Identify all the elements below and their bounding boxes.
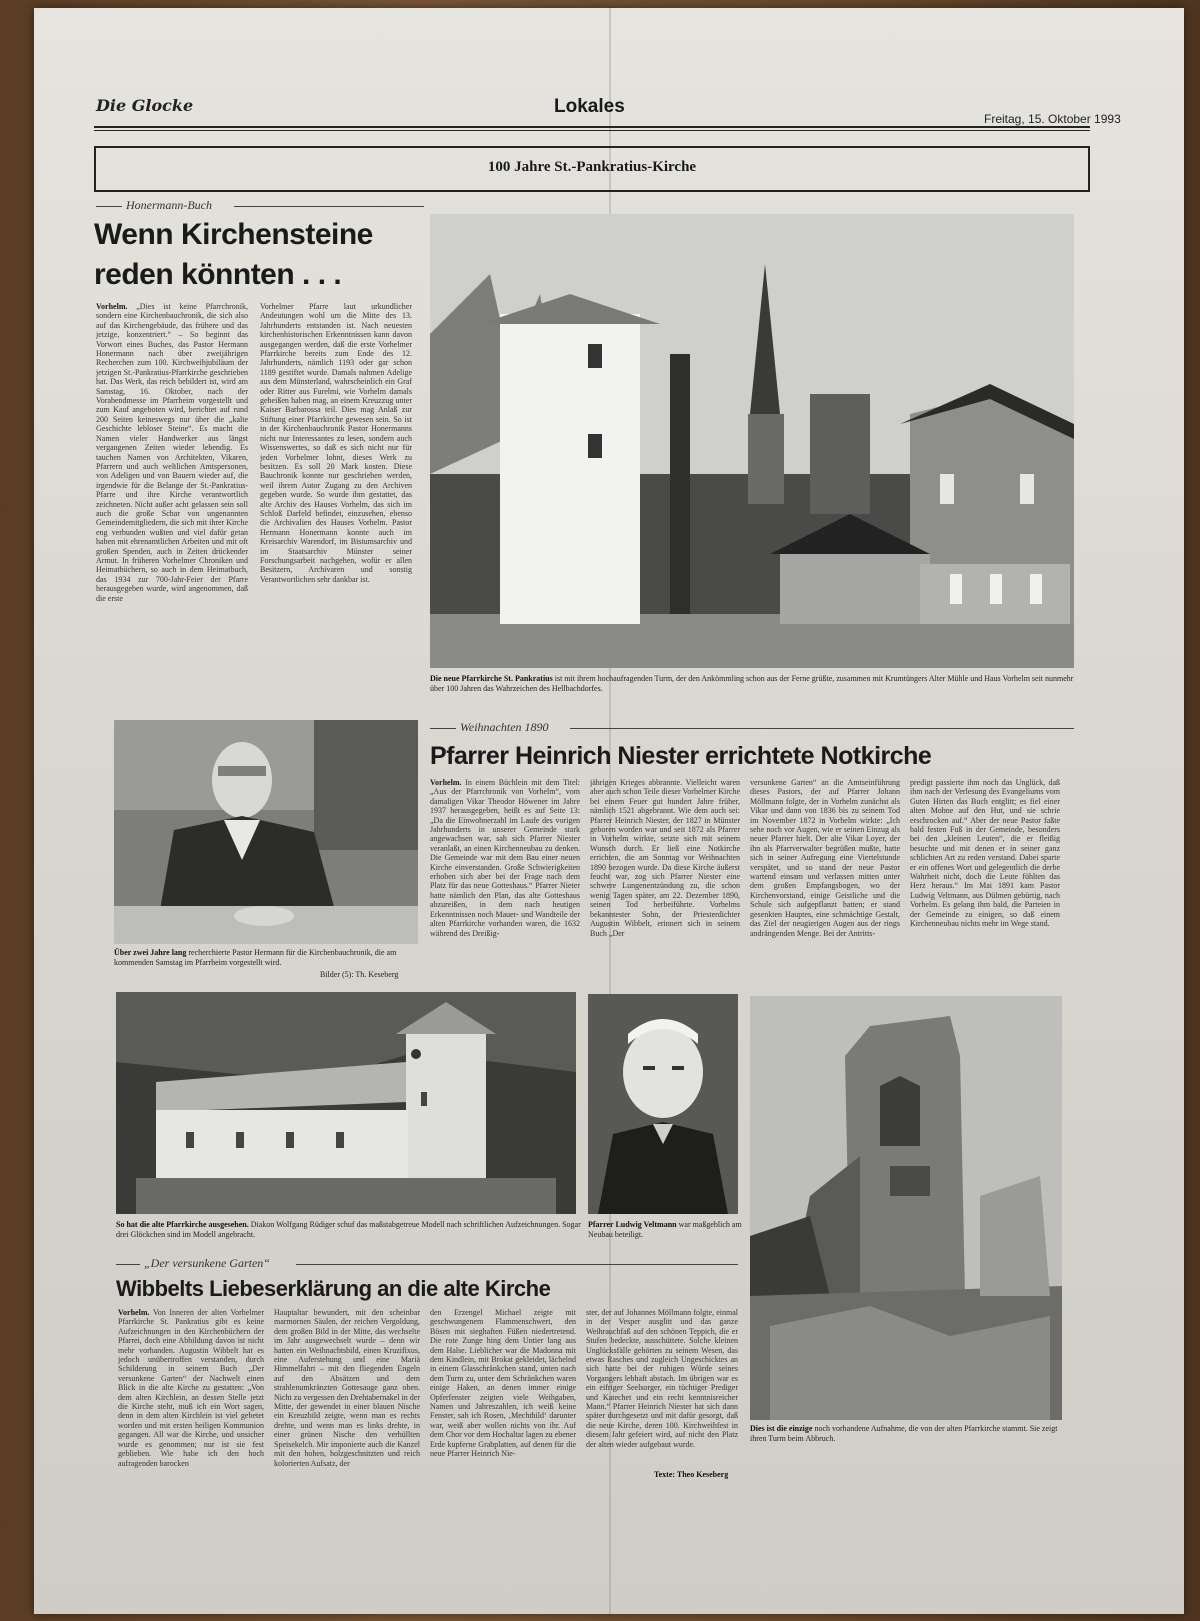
article1-headline-line1: Wenn Kirchensteine — [94, 218, 373, 251]
article3-kicker: „Der versunkene Garten“ — [144, 1256, 270, 1270]
article3-column-2 — [274, 1308, 420, 1478]
dateline: Vorhelm. — [430, 778, 462, 787]
caption-text: war maßgeblich am Neubau beteiligt. — [588, 1220, 742, 1239]
newspaper-page — [34, 8, 1184, 1614]
page-banner: 100 Jahre St.-Pankratius-Kirche — [94, 146, 1090, 192]
kicker-rule — [570, 728, 1074, 729]
article1-text-2: Vorhelmer Pfarre laut urkundlicher Andeutungen wohl um die Mitte des 13. Jahrhunderts entstanden ist. Nach neuesten kirchenhistorischen Erkenntnissen kann davon ausgegangen werden, daß die erste Vorhelmer Pfarrkirche bereits zum Ende des 12. Jahrhunderts, nämlich 1193 oder gar schon 1189 gestiftet wurde. Damals nahmen Adelige aus dem Münsterland, wahrscheinlich ein Graf oder Ritter aus Furelmi, wie Vorhelm damals geheißen haben mag, an einem Kreuzzug unter Kaiser Barbarossa teil. Dies mag Anlaß zur Stiftung einer Pfarrkirche gewesen sein. So ist in der Kirchenbauchronik Pastor Honermanns nicht nur Interessantes zu lesen, sondern auch Wissenswertes, so daß es sich nicht nur für jeden Vorhelmer lohnt, dieses Werk zu besitzen. Es soll 20 Mark kosten. Diese Bauchronik konnte nur geschrieben werden, weil ihrem Autor Zugang zu den Archiven gegeben wurde. So wurde ihm gestattet, das alte Archiv des Hauses Vorhelm, das sich im Schloß Darfeld befindet, einzusehen, ebenso die Archivalien des Hauses Vorhelm. Pastor Hermann Honermann konnte auch im Kreisarchiv Warendorf, im Bistumsarchiv und im Staatsarchiv Münster seiner Forschungsarbeit nachgehen, wofür er allen Besitzern, Archivaren und sonstig Verantwortlichen sehr dankbar ist. — [260, 302, 412, 584]
article2-column-3 — [750, 778, 900, 994]
photo-pastor-caption — [114, 948, 420, 970]
caption-lead: So hat die alte Pfarrkirche ausgesehen. — [116, 1220, 249, 1229]
article2-text-3: versunkene Garten“ an die Amtseinführung dieses Pastors, der auf Pfarrer Johann Möllmann folgte, der in Vorhelm zunächst als Vikar und dann von 1836 bis zu seinem Tod im November 1872 in Vorhelm wirkte: „Ich sehe noch vor Augen, wie er seinen Einzug als neuer Pfarrer hielt. Der alte Vikar Loyer, der ihn als Pfarrverwalter begrüßen mußte, hatte sich in seiner Aufregung eine Viertelstunde verspätet, und so stand der neue Pastor wartend einsam und verlassen mitten unter dem großen Empfangsbogen, wo der Kirchenvorstand, einige Geistliche und die Schule sich aufgepflanzt hatten; er stand gesenkten Hauptes, eine schmächtige Gestalt, das Ziel der neugierigen Augen aus der rings andrängenden Menge. Bei der Antritts- — [750, 778, 900, 938]
article2-kicker: Weihnachten 1890 — [460, 720, 549, 734]
kicker-rule — [234, 206, 424, 207]
article3-column-1 — [118, 1308, 264, 1478]
article1-text-1: „Dies ist keine Pfarrchronik, sondern eine Kirchenbauchronik, die sich also auf das Kirchengebäude, das frühere und das jetzige, konzentriert.“ – So beginnt das Vorwort eines Buches, das Pastor Hermann Honermann nach über zweijährigen Recherchen zum 100. Kirchweihjubiläum der jetzigen St.-Pankratius-Pfarrkirche geschrieben hat. Das Werk, das reich bebildert ist, wird am Samstag, 16. Oktober, nach der Vorabendmesse im Pfarrheim vorgestellt und zum Kauf angeboten wird, berichtet auf rund 200 Seiten keineswegs nur über die „kalte Geschichte lebloser Steine“. Es macht die Namen vieler Handwerker aus längst vergangenen Zeiten wieder lebendig. Es tauchen Namen von Architekten, Vikaren, Pfarrern und auch weltlichen Amtspersonen, von Adeligen und von Bauern wieder auf, die irgendwie für die Belange der St.-Pankratius-Pfarre und ihre Kirche verantwortlich zeichneten. Nicht außer acht gelassen sein soll auch die große Schar von ungenannten Gemeindemitgliedern, die sich mit ihrer Kirche eng verbunden wußten und viel dafür getan haben mit ehrenamtlichen Arbeiten und mit oft großen Spenden, auch in Zeiten drückender Armut. In früheren Vorhelmer Chroniken und Heimatbüchern, so auch in dem Heimatbuch, das 1934 zur 700-Jahr-Feier der Pfarre herausgegeben wurde, wird angenommen, daß die erste — [96, 302, 248, 603]
article3-text-4: ster, der auf Johannes Möllmann folgte, einmal in der Vesper ausglitt und das ganze Weihrauchfaß auf den schönen Teppich, die er Stufen bedeckte, ausschüttete. Solche kleinen Unglücksfälle gehörten zu seinem Wesen, das etwas Rasches und zugleich Ungeschicktes an sich hatte bei der ruhigen Würde seines Vorgangers lebhaft abstach. Im übrigen war es ein eifriger Seelsorger, ein tüchtiger Prediger und Katechet und ein recht kenntnisreicher Mann.“ Pfarrer Heinrich Niester hat sich dann später durchgesetzt und mit dafür gesorgt, daß die neue Kirche, deren 100. Kirchweihfest in diesem Jahr gefeiert wird, auf nicht den Platz der alten wieder aufgebaut wurde. — [586, 1308, 738, 1449]
photo-church-model — [116, 992, 576, 1214]
kicker-rule — [116, 1264, 140, 1265]
caption-text: Diakon Wolfgang Rüdiger schuf das maßstabgetreue Modell nach schriftlichen Aufzeichnungen. Sogar drei Glöckchen sind im Modell angebracht. — [116, 1220, 581, 1239]
caption-text: recherchierte Pastor Hermann für die Kirchenbauchronik, die am kommenden Samstag im Pfarrheim vorgestellt wird. — [114, 948, 397, 967]
photo-credit: Bilder (5): Th. Keseberg — [320, 970, 399, 979]
section-title: Lokales — [554, 96, 625, 117]
kicker-rule — [430, 728, 456, 729]
caption-lead: Über zwei Jahre lang — [114, 948, 187, 957]
article2-headline: Pfarrer Heinrich Niester errichtete Notkirche — [430, 742, 932, 770]
masthead-rule-thin — [94, 130, 1090, 131]
article2-column-4 — [910, 778, 1060, 994]
photo-model-caption — [116, 1220, 586, 1242]
article2-column-2 — [590, 778, 740, 994]
photo-pastor-honermann — [114, 720, 418, 944]
article3-text-1: Von Inneren der alten Vorhelmer Pfarrkirche St. Pankratius gibt es keine Aufzeichnungen in den Kirchenbüchern der Pfarrei, doch eine Abbildung davon ist nicht mehr vorhanden. Augustin Wibbelt hat es jedoch unübertroffen verstanden, durch Schilderung in seinem Buch „Der versunkene Garten“ der Nachwelt einen Blick in die alte Kirche zu gestatten: „Von dem alten Kirchlein, an dessen Stelle jetzt die Kirche steht, muß ich ein Wort sagen, denn in dem alten Kirchlein ist viel gebetet worden und mit ersten heiligen Kommunion gegangen. All war die Kirche, und unsicher wurde es genommen; nur ist sie fest geblieben. Wie habe ich den hoch aufragenden barocken — [118, 1308, 264, 1468]
article3-column-4 — [586, 1308, 738, 1468]
caption-lead: Die neue Pfarrkirche St. Pankratius — [430, 674, 553, 683]
caption-text: ist mit ihrem hochaufragenden Turm, der den Ankömmling schon aus der Ferne grüßte, zusammen mit Krumtüngers Alter Mühle und Haus Vorhelm seit nunmehr über 100 Jahren das Wahrzeichen des Hellbachdorfes. — [430, 674, 1074, 693]
photo-new-church-caption — [430, 674, 1080, 696]
kicker-rule — [296, 1264, 738, 1265]
article2-column-1 — [430, 778, 580, 994]
article3-headline: Wibbelts Liebeserklärung an die alte Kirche — [116, 1276, 551, 1301]
dateline: Vorhelm. — [96, 302, 128, 311]
article2-text-4: predigt passierte ihm noch das Unglück, daß ihm nach der Verlesung des Evangeliums vom Guten Hirten das Buch entglitt; es fiel einer alten Mohne auf den Hut, und sie schrie erschrocken auf.“ Aber der neue Pastor faßte bald festen Fuß in der Gemeinde, besonders bei den „kleinen Leuten“, die er fleißig besuchte und mit denen er in seiner ganz schlichten Art zu reden verstand. Dabei sparte er ein offenes Wort und gelegentlich die derbe Wahrheit nicht, doch die Leute fühlten das Herz heraus.“ Im Mai 1891 kam Pastor Ludwig Veltmann, aus Dülmen gebürtig, nach Vorhelm. Es gelang ihm bald, die Parteien in der Gemeinde zu einigen, so daß einem Kirchenneubau nichts mehr im Wege stand. — [910, 778, 1060, 929]
issue-date: Freitag, 15. Oktober 1993 — [984, 112, 1121, 126]
photo-veltmann-caption — [588, 1220, 744, 1242]
caption-lead: Dies ist die einzige — [750, 1424, 813, 1433]
article1-column-1 — [96, 302, 248, 702]
caption-text: noch vorhandene Aufnahme, die von der alten Pfarrkirche stammt. Sie zeigt ihren Turm beim Abbruch. — [750, 1424, 1058, 1443]
article1-headline-line2: reden könnten . . . — [94, 258, 342, 291]
article3-column-3 — [430, 1308, 576, 1478]
caption-lead: Pfarrer Ludwig Veltmann — [588, 1220, 677, 1229]
masthead-rule — [94, 126, 1090, 128]
article1-kicker: Honermann-Buch — [126, 198, 212, 212]
article2-text-2: jährigen Krieges abbrannte. Vielleicht waren aber auch schon Teile dieser Vorhelmer Kirche bei einem Feuer gut hundert Jahre früher, nämlich 1521 abgebrannt. Wie dem auch sei: Pfarrer Heinrich Niester, der 1827 in Münster geboren worden war und seit 1872 als Pfarrer in Vorhelm wirkte, setzte sich mit seinem Wunsch durch. Er ließ eine Notkirche errichten, die am Sonntag vor Weihnachten 1890 bezogen wurde. Da diese Kirche äußerst feucht war, zog sich Pfarrer Niester eine schwere Lungenentzündung zu, die schon wenig Tagen später, am 22. Dezember 1890, seinen Tod herbeiführte. Vorhelms bekanntester Sohn, der Priesterdichter Augustin Wibbelt, erinnert sich in seinem Buch „Der — [590, 778, 740, 938]
dateline: Vorhelm. — [118, 1308, 150, 1317]
kicker-rule — [96, 206, 122, 207]
photo-old-tower-demolition — [750, 996, 1062, 1420]
byline: Texte: Theo Keseberg — [654, 1470, 729, 1479]
photo-pfarrer-veltmann — [588, 994, 738, 1214]
article2-text-1: In einem Büchlein mit dem Titel: „Aus der Pfarrchronik von Vorhelm“, vom damaligen Vikar Theodor Höwener im Jahre 1937 herausgegeben, heißt es auf Seite 13: „Da die Einwohnerzahl im Laufe des vorigen Jahrhunderts in unserer Gemeinde stark angewachsen war, sah sich Pfarrer Niester veranlaßt, an einen Kirchenneubau zu denken. Die Gemeinde war mit dem Bau einer neuen Kirche einverstanden. Große Schwierigkeiten erhoben sich aber bei der Frage nach dem Platz für das neue Gotteshaus.“ Pfarrer Nieter hatte nämlich den Plan, das alte Gotteshaus abzureißen, in dem nach heutigen Erkenntnissen noch Mauer- und Wandteile der alten Pfarrkirche vorhanden waren, die 1632 während des Dreißig- — [430, 778, 580, 938]
newspaper-logo: Die Glocke — [96, 96, 194, 115]
photo-new-church — [430, 214, 1074, 668]
article3-text-3: den Erzengel Michael zeigte mit geschwungenem Flammenschwert, den Bösen mit sieghaften Füßen niedertretend. Die rote Zunge hing dem Untier lang aus dem Halse. Lieblicher war die Madonna mit dem Kindlein, mit Brokat gekleidet, lächelnd in einem Glasschränkchen stand, unten nach dem Turm zu, unter dem Schränkchen waren einige Haken, an denen immer einige Opferfenster zeigten viele Weihgaben, Namen und Jahreszahlen, ich weiß keine Fenster, sah ich Rosen, ‚Mechthild‘ darunter war, weiß aber wollen nichts von ihr. Auf dem Chor vor dem Hochaltar lagen zu ebener Erde kupferne Grabplatten, auf denen für die neue Pfarrer Heinrich Nie- — [430, 1308, 576, 1459]
article1-column-2 — [260, 302, 412, 702]
article3-text-2: Hauptaltar bewundert, mit den scheinbar marmornen Säulen, der reichen Vergoldung, dem großen Bild in der Mitte, das wechselte im Jahr ausgewechselt wurde – denn wir hatten ein Weihnachtsbild, einen Kruzifixus, eine Auferstehung und eine Mariä Himmelfahrt – mit den fliegenden Engeln auf den Absätzen und dem strahlenumkränzten Gottesauge ganz oben. Nicht zu vergessen den Drehtabernakel in der Mitte, der gewendet in einer blauen Nische ein Kreuzbild zeigte, wenn man es rechts drehte, und wenn man es links drehte, in einer grünen Nische den verhüllten Speisekelch. Mir imponierte auch die Kanzel mit den hohen, holzgeschnitzten und reich kolorierten Aufsatz, der — [274, 1308, 420, 1468]
article3-byline — [654, 1470, 744, 1482]
photo-ruin-caption — [750, 1424, 1066, 1446]
